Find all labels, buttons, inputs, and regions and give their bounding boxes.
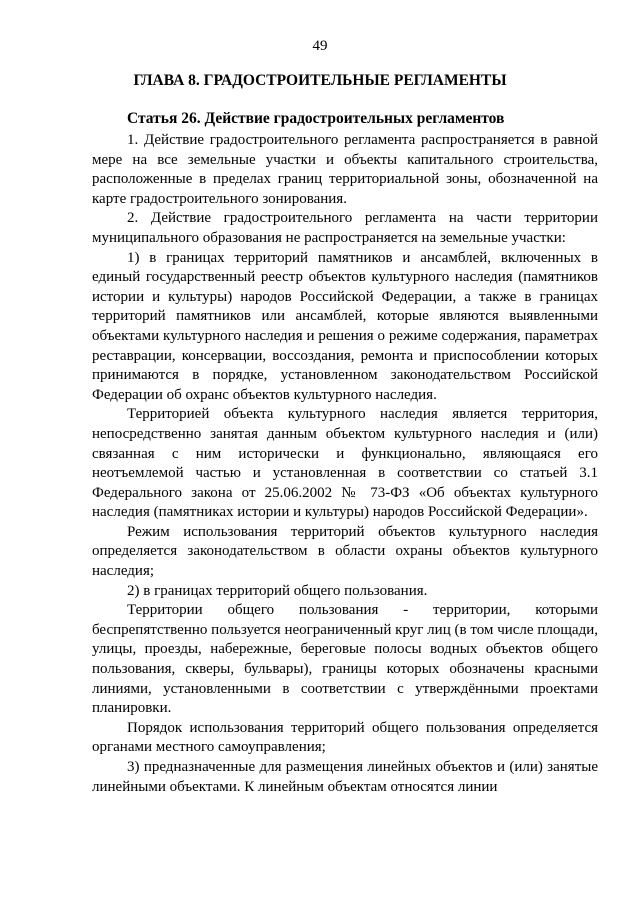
paragraph: Территории общего пользования - территории, которыми беспрепятственно пользуется неограниченный круг лиц (в том числе площади, улицы, проезды, набережные, береговые полосы водных объектов общего пользования, скверы, бульвары), границы которых обозначены красными линиями, установленными в соответствии с утверждёнными проектами планировки. (92, 602, 598, 717)
page-number: 49 (312, 38, 328, 54)
paragraph: 1) в границах территорий памятников и ансамблей, включенных в единый государственный реестр объектов культурного наследия (памятников истории и культуры) народов Российской Федерации, а также в границах территорий памятников или ансамблей, которые являются выявленными объектами культурного наследия и решения о режиме содержания, параметрах реставрации, консервации, воссоздания, ремонта и приспособлении которых принимаются в порядке, установленном законодательством Российской Федерации об охранс объектов культурного наследия. (92, 249, 598, 403)
chapter-title: ГЛАВА 8. ГРАДОСТРОИТЕЛЬНЫЕ РЕГЛАМЕНТЫ (133, 72, 507, 89)
paragraph: 2. Действие градостроительного регламента на части территории муниципального образования не распространяется на земельные участки: (92, 210, 598, 246)
paragraph: 2) в границах территорий общего пользования. (127, 582, 428, 599)
document-body (92, 131, 598, 797)
paragraph: Территорией объекта культурного наследия является территория, непосредственно занятая данным объектом культурного наследия и (или) связанная с ним исторически и функционально, являющаяся его неотъемлемой частью и установленная в соответствии со статьей 3.1 Федерального закона от 25.06.2002 № 73-ФЗ «Об объектах культурного наследия (памятниках истории и культуры) народов Российской Федерации». (92, 406, 598, 521)
paragraph: Порядок использования территорий общего пользования определяется органами местного самоуправления; (92, 719, 598, 756)
article-title: Статья 26. Действие градостроительных регламентов (127, 110, 505, 127)
paragraph: 1. Действие градостроительного регламента распространяется в равной мере на все земельные участки и объекты капитального строительства, расположенные в пределах границ территориальной зоны, обозначенной на карте градостроительного зонирования. (92, 132, 598, 207)
paragraph: 3) предназначенные для размещения линейных объектов и (или) занятые линейными объектами. К линейным объектам относятся линии (92, 759, 598, 795)
paragraph: Режим использования территорий объектов культурного наследия определяется законодательством в области охраны объектов культурного наследия; (92, 523, 598, 580)
